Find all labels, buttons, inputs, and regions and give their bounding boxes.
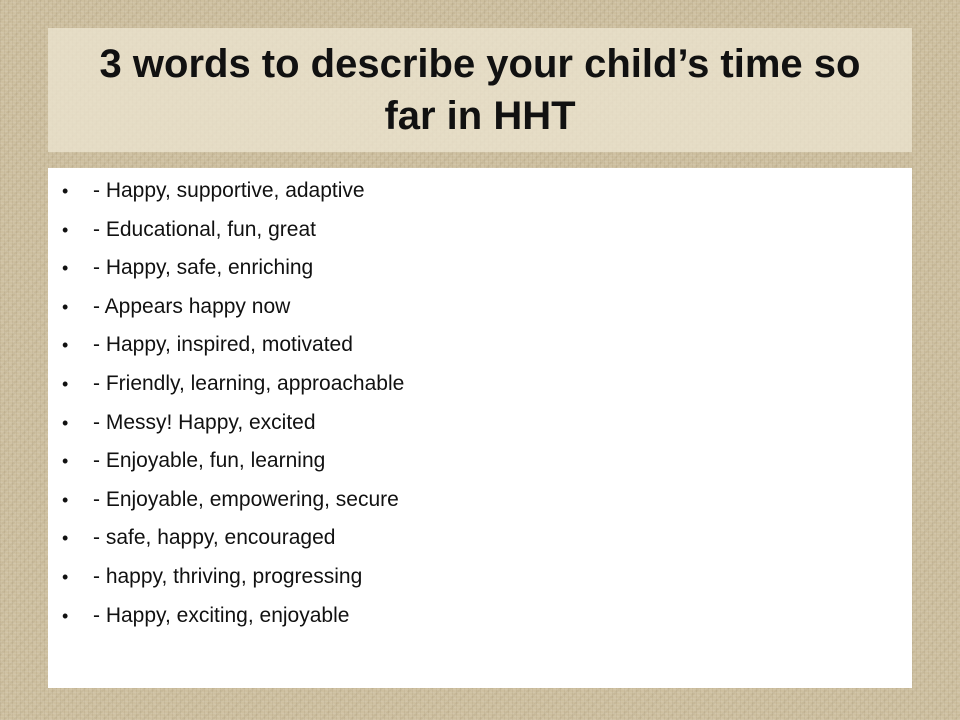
- bullet-icon: •: [62, 296, 69, 317]
- list-item-text: - Enjoyable, empowering, secure: [93, 487, 399, 511]
- bullet-icon: •: [62, 258, 69, 279]
- list-item-text: - Happy, exciting, enjoyable: [93, 603, 350, 627]
- list-item: [48, 558, 912, 597]
- title-panel: [48, 28, 912, 152]
- bullet-icon: •: [62, 219, 69, 240]
- list-item: [48, 211, 912, 250]
- list-item-text: - Educational, fun, great: [93, 217, 316, 241]
- list-item-text: - happy, thriving, progressing: [93, 564, 363, 588]
- bullet-icon: •: [62, 373, 69, 394]
- bullet-icon: •: [62, 181, 69, 201]
- bullet-icon: •: [62, 605, 69, 626]
- list-item-text: - Messy! Happy, excited: [93, 410, 316, 434]
- bullet-icon: •: [62, 451, 69, 472]
- bullet-icon: •: [62, 489, 69, 510]
- list-item-text: - Friendly, learning, approachable: [93, 371, 405, 395]
- list-item-text: - Enjoyable, fun, learning: [93, 449, 326, 473]
- list-item: [48, 404, 912, 443]
- content-panel: [48, 168, 912, 688]
- bullet-icon: •: [62, 412, 69, 433]
- bullet-icon: •: [62, 528, 69, 549]
- list-item-text: - safe, happy, encouraged: [93, 526, 336, 550]
- list-item-text: - Appears happy now: [93, 294, 291, 318]
- list-item: [48, 481, 912, 520]
- list-item: [48, 326, 912, 365]
- list-item-text: - Happy, supportive, adaptive: [93, 179, 365, 202]
- slide-title: 3 words to describe your child’s time so far in HHT: [99, 42, 861, 138]
- list-item: [48, 519, 912, 558]
- bullet-icon: •: [62, 566, 69, 587]
- list-item-text: - Happy, inspired, motivated: [93, 333, 353, 357]
- list-item: [48, 365, 912, 404]
- list-item: [48, 172, 912, 211]
- list-item: [48, 288, 912, 327]
- list-item: [48, 442, 912, 481]
- list-item-text: - Happy, safe, enriching: [93, 256, 314, 280]
- list-item: [48, 597, 912, 636]
- list-item: [48, 249, 912, 288]
- bullet-list: [48, 172, 912, 635]
- bullet-icon: •: [62, 335, 69, 356]
